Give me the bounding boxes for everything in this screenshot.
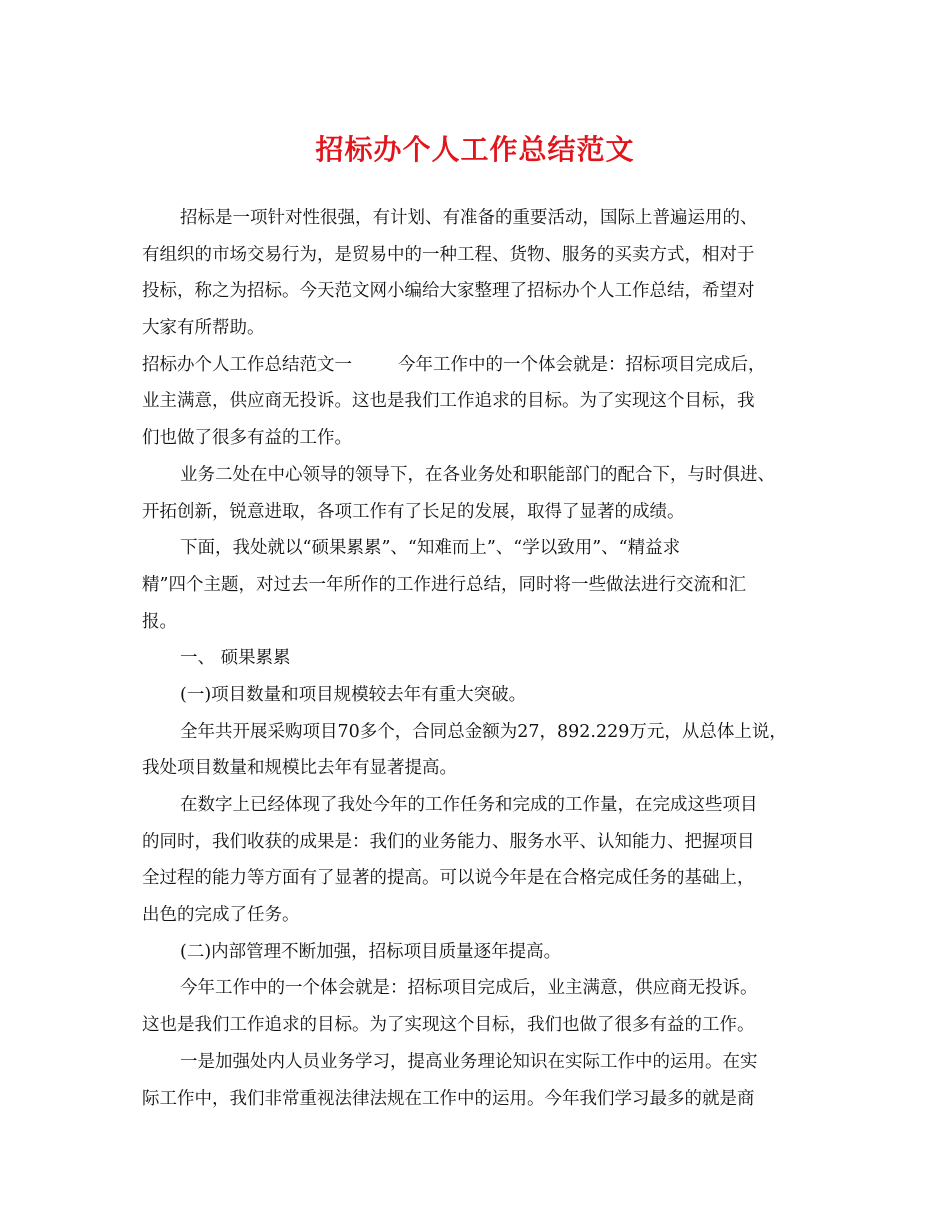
line-text: 今年工作中的一个体会就是：招标项目完成后， [398,354,766,375]
text-line [142,347,808,384]
text-line: 的同时，我们收获的成果是：我们的业务能力、服务水平、认知能力、把握项目 [142,831,755,852]
text-line: 有组织的市场交易行为，是贸易中的一种工程、货物、服务的买卖方式，相对于 [142,244,755,265]
text-line: 一、 硕果累累 [180,648,291,669]
text-line: 大家有所帮助。 [142,318,265,339]
text-line: 招标是一项针对性很强，有计划、有准备的重要活动，国际上普遍运用的、 [180,208,758,228]
text-line: 一是加强处内人员业务学习，提高业务理论知识在实际工作中的运用。在实 [180,1051,758,1072]
document-body [142,200,808,1117]
text-line: 业务二处在中心领导的领导下，在各业务处和职能部门的配合下，与时俱进、 [180,464,775,485]
text-line: 出色的完成了任务。 [142,905,300,926]
text-line: 际工作中，我们非常重视法律法规在工作中的运用。今年我们学习最多的就是商 [142,1088,755,1109]
text-line: 业主满意，供应商无投诉。这也是我们工作追求的目标。为了实现这个目标，我 [142,391,755,412]
section-heading: 招标办个人工作总结范文一 [142,354,352,375]
text-line: 报。 [142,611,177,632]
text-line: 投标，称之为招标。今天范文网小编给大家整理了招标办个人工作总结，希望对 [142,281,755,302]
text-line: 全年共开展采购项目70多个，合同总金额为27，892.229万元，从总体上说， [180,721,787,742]
text-line: 这也是我们工作追求的目标。为了实现这个目标，我们也做了很多有益的工作。 [142,1015,755,1036]
document-title: 招标办个人工作总结范文 [315,133,635,166]
text-line: 们也做了很多有益的工作。 [142,428,352,449]
text-line: 全过程的能力等方面有了显著的提高。可以说今年是在合格完成任务的基础上， [142,868,755,889]
text-line: 下面，我处就以“硕果累累”、“知难而上”、“学以致用”、“精益求 [180,538,681,559]
text-line: 精”四个主题，对过去一年所作的工作进行总结，同时将一些做法进行交流和汇 [142,574,746,595]
text-line: 今年工作中的一个体会就是：招标项目完成后，业主满意，供应商无投诉。 [180,978,758,999]
text-line: (一)项目数量和项目规模较去年有重大突破。 [180,684,527,705]
text-line: 我处项目数量和规模比去年有显著提高。 [142,758,457,779]
text-line: 开拓创新，锐意进取，各项工作有了长足的发展，取得了显著的成绩。 [142,501,685,522]
text-line: 在数字上已经体现了我处今年的工作任务和完成的工作量，在完成这些项目 [180,795,758,815]
text-line: (二)内部管理不断加强，招标项目质量逐年提高。 [180,941,562,962]
